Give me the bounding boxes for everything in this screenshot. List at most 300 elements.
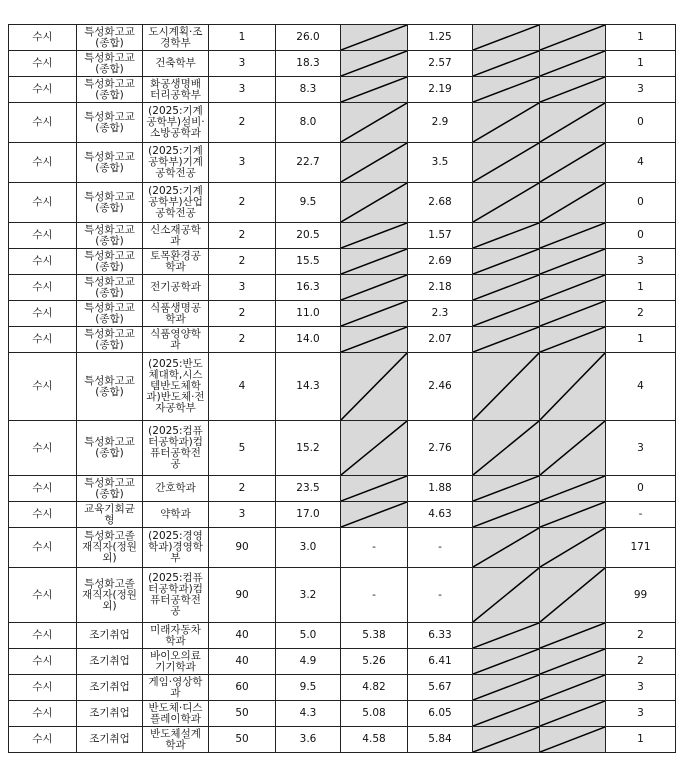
score-b-cell: 6.33 <box>408 623 473 649</box>
waitlist-cell: 4 <box>606 353 676 421</box>
score-b-cell: 2.18 <box>408 275 473 301</box>
department-cell: (2025:기계 공학부)설비· 소방공학과 <box>143 103 209 143</box>
department-cell: 약학과 <box>143 502 209 528</box>
track-cell: 특성화고교 (종합) <box>77 183 143 223</box>
type-cell: 수시 <box>9 502 77 528</box>
diagonal-slash <box>341 77 407 102</box>
hatched-cell <box>540 249 606 275</box>
diagonal-slash <box>540 249 605 274</box>
track-cell: 조기취업 <box>77 623 143 649</box>
ratio-cell: 17.0 <box>276 502 341 528</box>
diagonal-slash <box>540 25 605 50</box>
department-cell: (2025:컴퓨 터공학과)컴 퓨터공학전 공 <box>143 421 209 476</box>
diagonal-slash <box>473 476 539 501</box>
department-cell: 식품생명공 학과 <box>143 301 209 327</box>
ratio-cell: 16.3 <box>276 275 341 301</box>
hatched-cell <box>473 223 540 249</box>
hatched-cell <box>341 275 408 301</box>
hatched-cell <box>540 727 606 753</box>
diagonal-slash <box>540 649 605 674</box>
table-row <box>9 353 676 421</box>
type-cell: 수시 <box>9 143 77 183</box>
hatched-cell <box>341 25 408 51</box>
department-cell: (2025:기계 공학부)산업 공학전공 <box>143 183 209 223</box>
hatched-cell <box>540 353 606 421</box>
hatched-cell <box>540 421 606 476</box>
hatched-cell <box>473 353 540 421</box>
ratio-cell: 4.9 <box>276 649 341 675</box>
type-cell: 수시 <box>9 568 77 623</box>
department-cell: 건축학부 <box>143 51 209 77</box>
diagonal-slash <box>473 727 539 752</box>
diagonal-slash <box>473 701 539 726</box>
score-b-cell: 6.41 <box>408 649 473 675</box>
department-cell: 반도체·디스 플레이학과 <box>143 701 209 727</box>
diagonal-slash <box>473 223 539 248</box>
quota-cell: 2 <box>209 301 276 327</box>
diagonal-slash <box>540 77 605 102</box>
table-body <box>9 25 676 753</box>
waitlist-cell: 1 <box>606 25 676 51</box>
hatched-cell <box>341 183 408 223</box>
department-cell: 전기공학과 <box>143 275 209 301</box>
quota-cell: 2 <box>209 249 276 275</box>
diagonal-slash <box>341 301 407 326</box>
hatched-cell <box>540 77 606 103</box>
hatched-cell <box>473 249 540 275</box>
ratio-cell: 11.0 <box>276 301 341 327</box>
hatched-cell <box>341 223 408 249</box>
type-cell: 수시 <box>9 327 77 353</box>
ratio-cell: 14.3 <box>276 353 341 421</box>
ratio-cell: 20.5 <box>276 223 341 249</box>
department-cell: 토목환경공 학과 <box>143 249 209 275</box>
department-cell: 게임·영상학 과 <box>143 675 209 701</box>
score-b-cell: 5.84 <box>408 727 473 753</box>
hatched-cell <box>540 143 606 183</box>
table-row <box>9 623 676 649</box>
hatched-cell <box>341 421 408 476</box>
score-a-cell: - <box>341 528 408 568</box>
type-cell: 수시 <box>9 353 77 421</box>
score-b-cell: - <box>408 528 473 568</box>
table-row <box>9 727 676 753</box>
table-row <box>9 502 676 528</box>
score-b-cell: 2.9 <box>408 103 473 143</box>
quota-cell: 50 <box>209 727 276 753</box>
score-b-cell: 4.63 <box>408 502 473 528</box>
type-cell: 수시 <box>9 421 77 476</box>
waitlist-cell: - <box>606 502 676 528</box>
type-cell: 수시 <box>9 476 77 502</box>
table-row <box>9 223 676 249</box>
ratio-cell: 9.5 <box>276 675 341 701</box>
waitlist-cell: 4 <box>606 143 676 183</box>
table-row <box>9 77 676 103</box>
hatched-cell <box>540 701 606 727</box>
table-row <box>9 568 676 623</box>
waitlist-cell: 99 <box>606 568 676 623</box>
diagonal-slash <box>341 183 407 222</box>
ratio-cell: 3.0 <box>276 528 341 568</box>
hatched-cell <box>473 421 540 476</box>
score-b-cell: 2.46 <box>408 353 473 421</box>
score-a-cell: 5.08 <box>341 701 408 727</box>
track-cell: 특성화고교 (종합) <box>77 103 143 143</box>
hatched-cell <box>540 25 606 51</box>
hatched-cell <box>473 51 540 77</box>
track-cell: 조기취업 <box>77 675 143 701</box>
diagonal-slash <box>540 421 605 475</box>
type-cell: 수시 <box>9 77 77 103</box>
hatched-cell <box>341 77 408 103</box>
track-cell: 특성화고교 (종합) <box>77 353 143 421</box>
type-cell: 수시 <box>9 249 77 275</box>
table-row <box>9 476 676 502</box>
hatched-cell <box>540 183 606 223</box>
diagonal-slash <box>540 275 605 300</box>
waitlist-cell: 1 <box>606 275 676 301</box>
waitlist-cell: 0 <box>606 476 676 502</box>
ratio-cell: 23.5 <box>276 476 341 502</box>
table-row <box>9 275 676 301</box>
hatched-cell <box>473 701 540 727</box>
quota-cell: 90 <box>209 568 276 623</box>
table-row <box>9 421 676 476</box>
table-row <box>9 649 676 675</box>
waitlist-cell: 1 <box>606 327 676 353</box>
track-cell: 특성화고교 (종합) <box>77 301 143 327</box>
hatched-cell <box>341 143 408 183</box>
table-row <box>9 51 676 77</box>
type-cell: 수시 <box>9 25 77 51</box>
score-b-cell: 3.5 <box>408 143 473 183</box>
admission-results-table <box>8 24 676 753</box>
diagonal-slash <box>540 183 605 222</box>
waitlist-cell: 0 <box>606 183 676 223</box>
ratio-cell: 26.0 <box>276 25 341 51</box>
department-cell: 미래자동차 학과 <box>143 623 209 649</box>
quota-cell: 4 <box>209 353 276 421</box>
score-b-cell: 6.05 <box>408 701 473 727</box>
type-cell: 수시 <box>9 103 77 143</box>
diagonal-slash <box>341 51 407 76</box>
waitlist-cell: 1 <box>606 51 676 77</box>
waitlist-cell: 3 <box>606 701 676 727</box>
score-b-cell: 2.3 <box>408 301 473 327</box>
diagonal-slash <box>473 327 539 352</box>
table-row <box>9 143 676 183</box>
diagonal-slash <box>341 275 407 300</box>
diagonal-slash <box>540 223 605 248</box>
table-row <box>9 301 676 327</box>
ratio-cell: 18.3 <box>276 51 341 77</box>
diagonal-slash <box>540 701 605 726</box>
type-cell: 수시 <box>9 51 77 77</box>
hatched-cell <box>540 301 606 327</box>
hatched-cell <box>473 649 540 675</box>
hatched-cell <box>341 103 408 143</box>
table-row <box>9 675 676 701</box>
hatched-cell <box>540 51 606 77</box>
diagonal-slash <box>473 51 539 76</box>
hatched-cell <box>540 649 606 675</box>
waitlist-cell: 1 <box>606 727 676 753</box>
hatched-cell <box>473 727 540 753</box>
diagonal-slash <box>473 25 539 50</box>
score-b-cell: - <box>408 568 473 623</box>
track-cell: 특성화고교 (종합) <box>77 223 143 249</box>
score-b-cell: 2.07 <box>408 327 473 353</box>
diagonal-slash <box>540 51 605 76</box>
department-cell: (2025:반도 체대학,시스 템반도체학 과)반도체·전 자공학부 <box>143 353 209 421</box>
track-cell: 특성화고교 (종합) <box>77 421 143 476</box>
diagonal-slash <box>473 502 539 527</box>
diagonal-slash <box>341 327 407 352</box>
waitlist-cell: 171 <box>606 528 676 568</box>
type-cell: 수시 <box>9 623 77 649</box>
waitlist-cell: 2 <box>606 301 676 327</box>
type-cell: 수시 <box>9 301 77 327</box>
diagonal-slash <box>540 623 605 648</box>
track-cell: 특성화고교 (종합) <box>77 327 143 353</box>
hatched-cell <box>341 51 408 77</box>
track-cell: 특성화고졸 재직자(정원 외) <box>77 568 143 623</box>
diagonal-slash <box>473 103 539 142</box>
hatched-cell <box>540 528 606 568</box>
hatched-cell <box>540 675 606 701</box>
table-row <box>9 327 676 353</box>
ratio-cell: 15.5 <box>276 249 341 275</box>
hatched-cell <box>473 25 540 51</box>
quota-cell: 2 <box>209 183 276 223</box>
diagonal-slash <box>473 353 539 420</box>
hatched-cell <box>540 623 606 649</box>
score-a-cell: 5.38 <box>341 623 408 649</box>
diagonal-slash <box>540 327 605 352</box>
diagonal-slash <box>540 353 605 420</box>
diagonal-slash <box>473 568 539 622</box>
hatched-cell <box>473 502 540 528</box>
track-cell: 특성화고교 (종합) <box>77 249 143 275</box>
track-cell: 특성화고교 (종합) <box>77 25 143 51</box>
type-cell: 수시 <box>9 675 77 701</box>
department-cell: 도시계획·조 경학부 <box>143 25 209 51</box>
hatched-cell <box>473 301 540 327</box>
quota-cell: 3 <box>209 143 276 183</box>
diagonal-slash <box>473 275 539 300</box>
diagonal-slash <box>473 77 539 102</box>
diagonal-slash <box>341 353 407 420</box>
score-a-cell: 5.26 <box>341 649 408 675</box>
track-cell: 교육기회균 형 <box>77 502 143 528</box>
diagonal-slash <box>473 675 539 700</box>
hatched-cell <box>473 528 540 568</box>
score-b-cell: 2.68 <box>408 183 473 223</box>
department-cell: (2025:컴퓨 터공학과)컴 퓨터공학전 공 <box>143 568 209 623</box>
score-b-cell: 1.25 <box>408 25 473 51</box>
hatched-cell <box>473 143 540 183</box>
diagonal-slash <box>473 301 539 326</box>
type-cell: 수시 <box>9 649 77 675</box>
track-cell: 특성화고교 (종합) <box>77 77 143 103</box>
diagonal-slash <box>341 223 407 248</box>
quota-cell: 1 <box>209 25 276 51</box>
quota-cell: 3 <box>209 502 276 528</box>
type-cell: 수시 <box>9 528 77 568</box>
hatched-cell <box>540 103 606 143</box>
diagonal-slash <box>341 25 407 50</box>
table-row <box>9 528 676 568</box>
department-cell: 반도체설계 학과 <box>143 727 209 753</box>
ratio-cell: 22.7 <box>276 143 341 183</box>
quota-cell: 2 <box>209 103 276 143</box>
diagonal-slash <box>341 476 407 501</box>
waitlist-cell: 0 <box>606 103 676 143</box>
table-row <box>9 25 676 51</box>
quota-cell: 50 <box>209 701 276 727</box>
hatched-cell <box>473 568 540 623</box>
department-cell: 간호학과 <box>143 476 209 502</box>
score-b-cell: 2.76 <box>408 421 473 476</box>
ratio-cell: 14.0 <box>276 327 341 353</box>
score-b-cell: 5.67 <box>408 675 473 701</box>
score-a-cell: 4.82 <box>341 675 408 701</box>
diagonal-slash <box>540 675 605 700</box>
hatched-cell <box>473 675 540 701</box>
department-cell: 식품영양학 과 <box>143 327 209 353</box>
quota-cell: 40 <box>209 649 276 675</box>
track-cell: 특성화고교 (종합) <box>77 51 143 77</box>
hatched-cell <box>341 301 408 327</box>
hatched-cell <box>540 476 606 502</box>
score-a-cell: 4.58 <box>341 727 408 753</box>
hatched-cell <box>540 568 606 623</box>
hatched-cell <box>540 327 606 353</box>
hatched-cell <box>473 183 540 223</box>
hatched-cell <box>473 623 540 649</box>
type-cell: 수시 <box>9 223 77 249</box>
hatched-cell <box>341 353 408 421</box>
department-cell: (2025:기계 공학부)기계 공학전공 <box>143 143 209 183</box>
ratio-cell: 15.2 <box>276 421 341 476</box>
waitlist-cell: 0 <box>606 223 676 249</box>
diagonal-slash <box>341 421 407 475</box>
ratio-cell: 8.0 <box>276 103 341 143</box>
diagonal-slash <box>341 249 407 274</box>
track-cell: 조기취업 <box>77 701 143 727</box>
track-cell: 조기취업 <box>77 727 143 753</box>
diagonal-slash <box>341 143 407 182</box>
type-cell: 수시 <box>9 701 77 727</box>
diagonal-slash <box>341 502 407 527</box>
diagonal-slash <box>540 528 605 567</box>
ratio-cell: 8.3 <box>276 77 341 103</box>
diagonal-slash <box>540 568 605 622</box>
ratio-cell: 4.3 <box>276 701 341 727</box>
hatched-cell <box>473 77 540 103</box>
quota-cell: 2 <box>209 476 276 502</box>
table-row <box>9 249 676 275</box>
diagonal-slash <box>473 623 539 648</box>
ratio-cell: 3.2 <box>276 568 341 623</box>
type-cell: 수시 <box>9 727 77 753</box>
ratio-cell: 9.5 <box>276 183 341 223</box>
quota-cell: 2 <box>209 223 276 249</box>
hatched-cell <box>473 103 540 143</box>
score-b-cell: 2.69 <box>408 249 473 275</box>
quota-cell: 5 <box>209 421 276 476</box>
table-row <box>9 183 676 223</box>
score-b-cell: 2.57 <box>408 51 473 77</box>
hatched-cell <box>540 502 606 528</box>
hatched-cell <box>341 476 408 502</box>
score-a-cell: - <box>341 568 408 623</box>
hatched-cell <box>341 502 408 528</box>
quota-cell: 3 <box>209 51 276 77</box>
diagonal-slash <box>473 421 539 475</box>
department-cell: 바이오의료 기기학과 <box>143 649 209 675</box>
table-row <box>9 701 676 727</box>
waitlist-cell: 2 <box>606 623 676 649</box>
diagonal-slash <box>540 301 605 326</box>
quota-cell: 3 <box>209 77 276 103</box>
diagonal-slash <box>341 103 407 142</box>
ratio-cell: 5.0 <box>276 623 341 649</box>
department-cell: 신소재공학 과 <box>143 223 209 249</box>
score-b-cell: 1.57 <box>408 223 473 249</box>
department-cell: (2025:경영 학과)경영학 부 <box>143 528 209 568</box>
hatched-cell <box>341 327 408 353</box>
diagonal-slash <box>473 183 539 222</box>
hatched-cell <box>473 275 540 301</box>
diagonal-slash <box>540 103 605 142</box>
department-cell: 화공생명배 터리공학부 <box>143 77 209 103</box>
waitlist-cell: 2 <box>606 649 676 675</box>
diagonal-slash <box>473 528 539 567</box>
track-cell: 특성화고교 (종합) <box>77 143 143 183</box>
quota-cell: 3 <box>209 275 276 301</box>
waitlist-cell: 3 <box>606 249 676 275</box>
diagonal-slash <box>540 143 605 182</box>
hatched-cell <box>473 476 540 502</box>
hatched-cell <box>341 249 408 275</box>
table-row <box>9 103 676 143</box>
track-cell: 특성화고교 (종합) <box>77 476 143 502</box>
type-cell: 수시 <box>9 183 77 223</box>
diagonal-slash <box>473 249 539 274</box>
track-cell: 특성화고졸 재직자(정원 외) <box>77 528 143 568</box>
waitlist-cell: 3 <box>606 421 676 476</box>
track-cell: 조기취업 <box>77 649 143 675</box>
track-cell: 특성화고교 (종합) <box>77 275 143 301</box>
score-b-cell: 1.88 <box>408 476 473 502</box>
waitlist-cell: 3 <box>606 675 676 701</box>
score-b-cell: 2.19 <box>408 77 473 103</box>
quota-cell: 90 <box>209 528 276 568</box>
diagonal-slash <box>473 649 539 674</box>
waitlist-cell: 3 <box>606 77 676 103</box>
diagonal-slash <box>540 476 605 501</box>
quota-cell: 60 <box>209 675 276 701</box>
hatched-cell <box>540 275 606 301</box>
type-cell: 수시 <box>9 275 77 301</box>
quota-cell: 2 <box>209 327 276 353</box>
diagonal-slash <box>540 502 605 527</box>
quota-cell: 40 <box>209 623 276 649</box>
diagonal-slash <box>540 727 605 752</box>
ratio-cell: 3.6 <box>276 727 341 753</box>
